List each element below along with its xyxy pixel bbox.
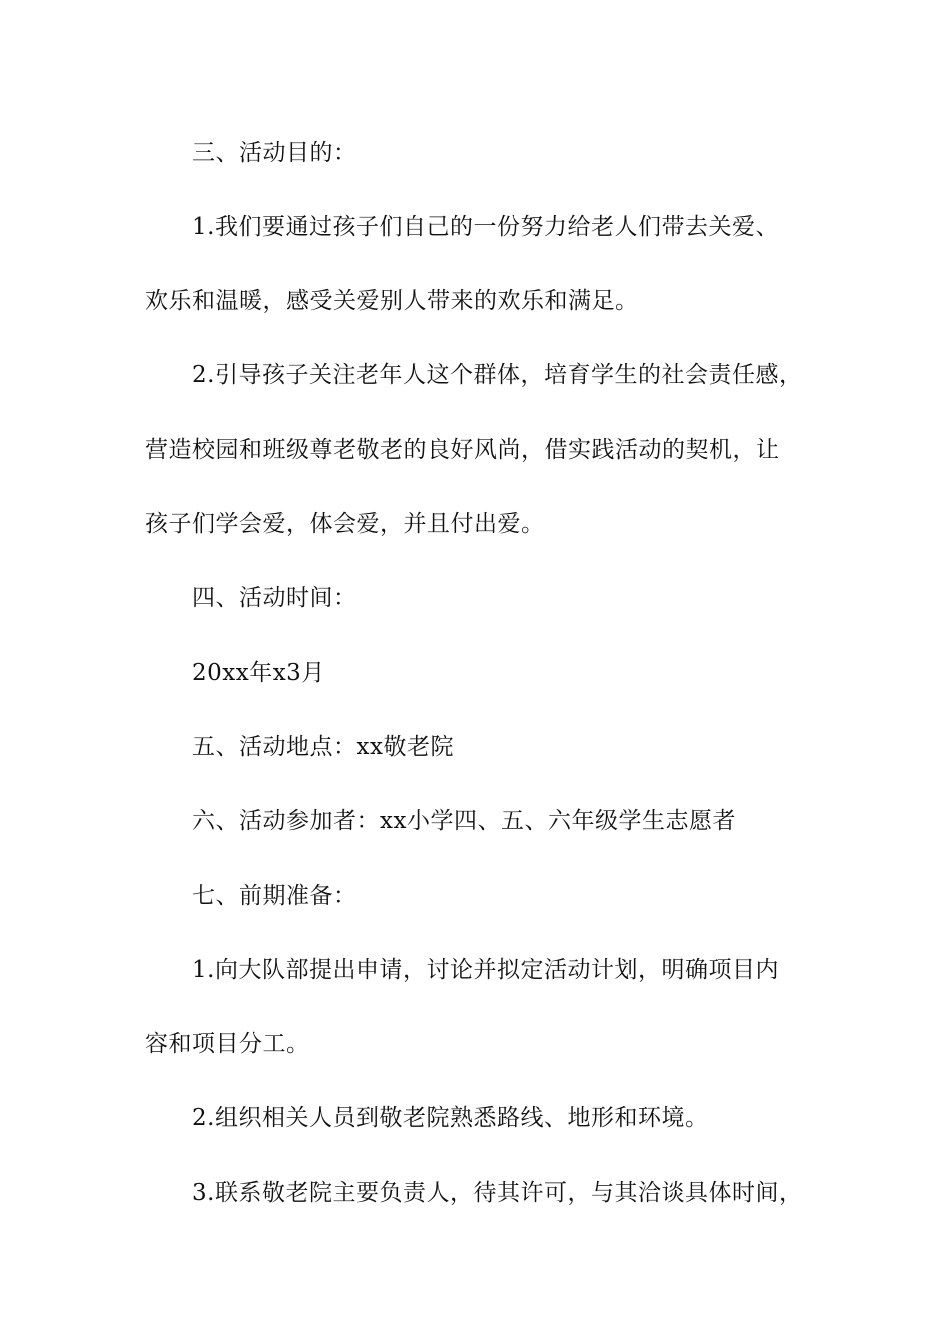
section-heading-objectives: 三、活动目的： <box>192 140 357 166</box>
paragraph-line: 1.我们要通过孩子们自己的一份努力给老人们带去关爱、 <box>192 214 779 240</box>
activity-date: 20xx年x3月 <box>192 660 325 686</box>
paragraph-line: 3.联系敬老院主要负责人，待其许可，与其洽谈具体时间， <box>192 1180 803 1206</box>
paragraph-line: 1.向大队部提出申请，讨论并拟定活动计划，明确项目内 <box>192 957 779 983</box>
paragraph-line: 容和项目分工。 <box>145 1031 310 1057</box>
section-heading-time: 四、活动时间： <box>192 585 357 611</box>
paragraph-line: 2.引导孩子关注老年人这个群体，培育学生的社会责任感， <box>192 362 803 388</box>
paragraph-line: 营造校园和班级尊老敬老的良好风尚，借实践活动的契机，让 <box>145 437 780 463</box>
section-heading-participants: 六、活动参加者：xx小学四、五、六年级学生志愿者 <box>192 808 736 834</box>
section-heading-preparation: 七、前期准备： <box>192 883 357 909</box>
paragraph-line: 欢乐和温暖，感受关爱别人带来的欢乐和满足。 <box>145 288 639 314</box>
paragraph-line: 2.组织相关人员到敬老院熟悉路线、地形和环境。 <box>192 1105 709 1131</box>
section-heading-location: 五、活动地点：xx敬老院 <box>192 734 454 760</box>
paragraph-line: 孩子们学会爱，体会爱，并且付出爱。 <box>145 511 545 537</box>
